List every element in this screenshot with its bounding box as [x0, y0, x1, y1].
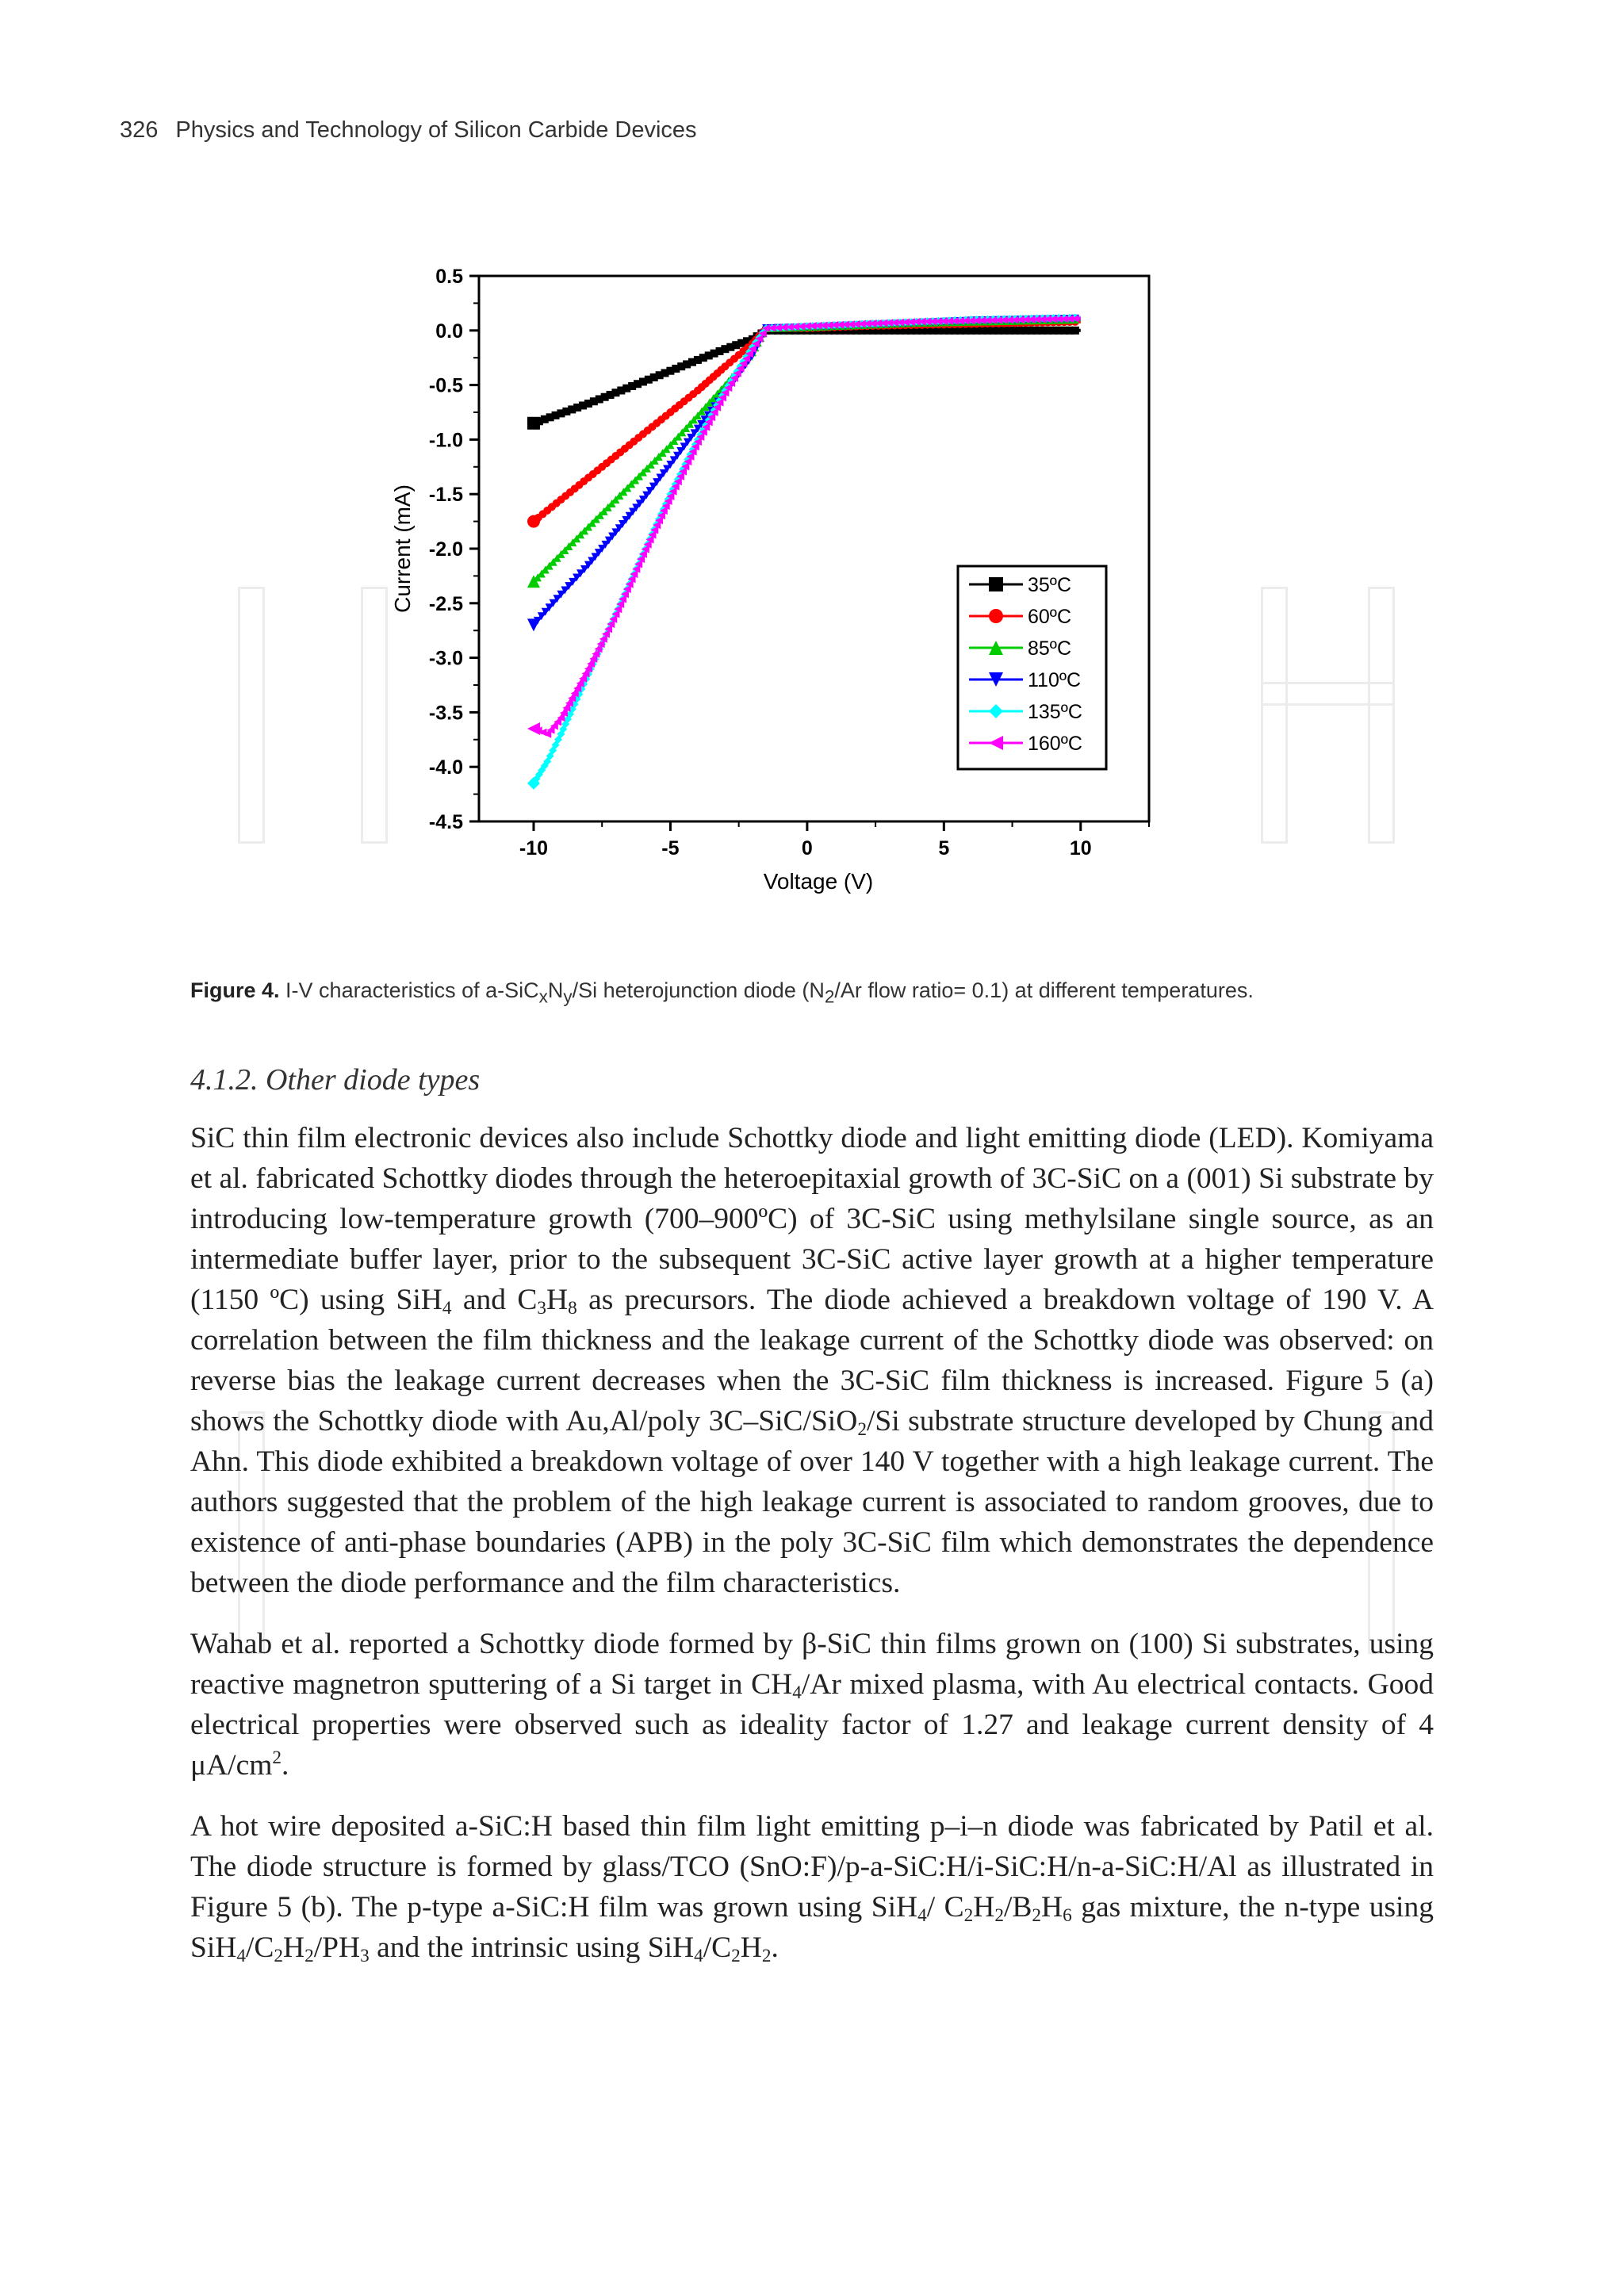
series-line-1 — [534, 322, 1081, 522]
x-tick-labels — [519, 837, 1092, 859]
y-tick-label: -3.0 — [428, 647, 463, 670]
x-axis-label: Voltage (V) — [763, 869, 874, 894]
legend — [958, 566, 1106, 769]
y-tick-label: -4.5 — [428, 811, 463, 833]
book-title: Physics and Technology of Silicon Carbide Devices — [175, 117, 697, 143]
paragraph-3: A hot wire deposited a-SiC:H based thin film light emitting p–i–n diode was fabricated by Patil et al. The diode structure is formed by glass/TCO (SnO:F)/p-a-SiC:H/i-SiC:H/n-a-SiC:H/Al as illustrated in Figure 5 (b). The p-type a-SiC:H film was grown using SiH$_4$/ $C_2H_2/B_2H_6$ gas mixture, the n-type using $SiH_4/C_2H_2/PH_3$ and the intrinsic using $SiH_4/C_2H_2$. — [190, 1810, 1434, 1966]
legend-label: 60ºC — [1028, 606, 1071, 628]
data-point-start — [527, 722, 540, 735]
x-tick-label: -5 — [661, 837, 680, 859]
y-tick-label: -0.5 — [428, 374, 463, 397]
x-tick-label: -10 — [519, 837, 549, 859]
legend-label: 135ºC — [1028, 701, 1082, 723]
legend-marker — [989, 577, 1003, 591]
x-tick-label: 5 — [938, 837, 950, 859]
figure-label: Figure 4. — [190, 978, 280, 1002]
y-axis-label: Current (mA) — [390, 484, 415, 613]
y-tick-label: -2.0 — [428, 538, 463, 561]
figure — [0, 0, 1624, 1031]
data-point-start — [527, 417, 540, 430]
section-heading: 4.1.2. Other diode types — [190, 1063, 481, 1097]
legend-label: 160ºC — [1028, 733, 1082, 755]
data-point-start — [527, 618, 540, 631]
page-number: 326 — [120, 117, 159, 143]
y-tick-label: -4.0 — [428, 756, 463, 779]
data-point-start — [527, 515, 540, 528]
y-tick-label: -1.5 — [428, 484, 463, 507]
x-tick-label: 10 — [1069, 837, 1092, 859]
body-text — [190, 1118, 1434, 1989]
y-tick-labels — [429, 266, 463, 833]
x-tick-label: 0 — [801, 837, 813, 859]
y-tick-label: 0.5 — [435, 266, 463, 288]
y-tick-label: -3.5 — [428, 702, 463, 725]
y-tick-label: 0.0 — [435, 320, 463, 343]
legend-label: 35ºC — [1028, 574, 1071, 596]
series-line-2 — [534, 320, 1081, 581]
data-point — [1071, 327, 1079, 335]
y-tick-label: -1.0 — [428, 429, 463, 452]
paragraph-2: Wahab et al. reported a Schottky diode formed by β-SiC thin films grown on (100) Si substrates, using reactive magnetron sputtering of a Si target in $CH_4/Ar$ mixed plasma, with Au electrical contacts. Good electrical properties were observed such as ideality factor of 1.27 and leakage current density of 4 $\mu A/cm^2$. — [190, 1628, 1434, 1782]
figure-caption — [190, 978, 1459, 1007]
y-tick-label: -2.5 — [428, 592, 463, 615]
series-line-0 — [534, 331, 1081, 423]
iv-chart — [0, 0, 1624, 1031]
legend-label: 85ºC — [1028, 637, 1071, 660]
caption-text: I-V characteristics of $a-SiC_xN_y/Si$ heterojunction diode ($N_2/Ar$ flow ratio= 0.1) at different temperatures. — [285, 978, 1254, 1007]
legend-marker — [989, 609, 1003, 623]
paragraph-1: SiC thin film electronic devices also include Schottky diode and light emitting diode (LED). Komiyama et al. fabricated Schottky diodes through the heteroepitaxial growth of 3C-SiC on a (001) Si substrate by introducing low-temperature growth (700–900ºC) of 3C-SiC using methylsilane single source, as an intermediate buffer layer, prior to the subsequent 3C-SiC active layer growth at a higher temperature (1150 ºC) using SiH$_4$ and $C_3H_8$ as precursors. The diode achieved a breakdown voltage of 190 V. A correlation between the film thickness and the leakage current of the Schottky diode was observed: on reverse bias the leakage current decreases when the 3C-SiC film thickness is increased. Figure 5 (a) shows the Schottky diode with Au,Al/poly 3C–SiC/SiO$_2$/Si substrate structure developed by Chung and Ahn. This diode exhibited a breakdown voltage of over 140 V together with a high leakage current. The authors suggested that the problem of the high leakage current is associated to random grooves, due to existence of anti-phase boundaries (APB) in the poly 3C-SiC film which demonstrates the dependence between the diode performance and the film characteristics. — [190, 1122, 1434, 1599]
legend-label: 110ºC — [1028, 669, 1082, 691]
